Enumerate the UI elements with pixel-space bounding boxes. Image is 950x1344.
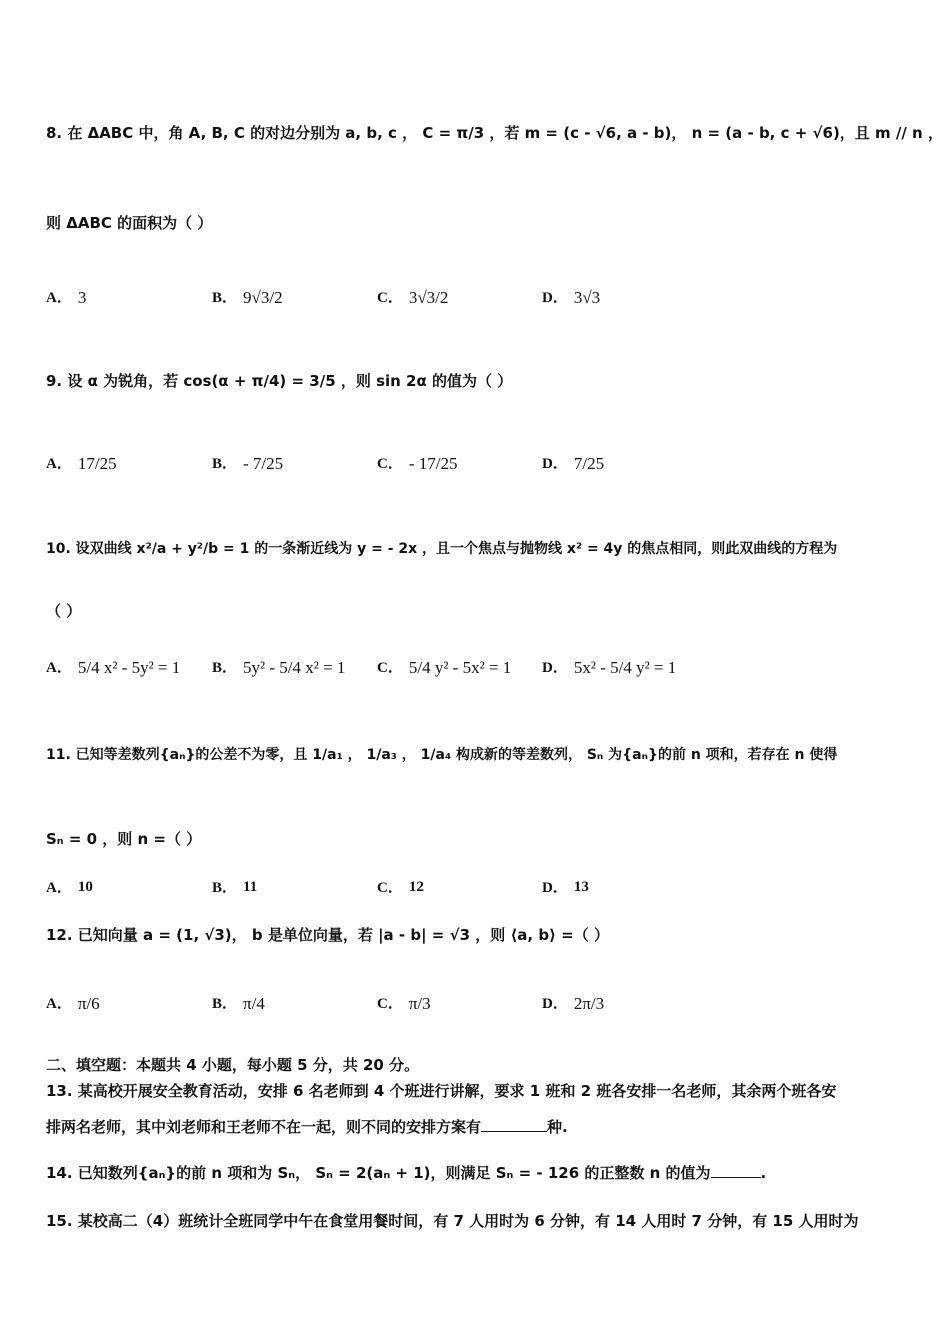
question-9-options [46,452,910,492]
option-a: A． 3 [46,287,87,307]
option-a: A． π/6 [46,993,100,1013]
option-b: B． - 7/25 [212,453,284,473]
option-c: C． 3√3/2 [377,287,449,307]
question-10-options [46,656,910,696]
option-b: B． 11 [212,879,258,896]
answer-blank[interactable] [711,1163,761,1178]
question-12-stem: 12. 已知向量 a = (1, √3)， b 是单位向量，若 |a - b| = √3 ，则 ⟨a, b⟩ =（ ） [46,926,609,944]
option-d: D． 2π/3 [542,993,605,1013]
option-c: C． 12 [377,879,424,896]
question-12-options [46,992,910,1032]
question-10-stem: 10. 设双曲线 x²/a + y²/b = 1 的一条渐近线为 y = - 2x ，且一个焦点与抛物线 x² = 4y 的焦点相同，则此双曲线的方程为 [46,541,838,557]
question-13-stem-cont [46,1116,910,1137]
question-15-stem: 15. 某校高二（4）班统计全班同学中午在食堂用餐时间，有 7 人用时为 6 分钟，有 14 人用时 7 分钟，有 15 人用时为 [46,1212,859,1230]
option-b: B． 9√3/2 [212,287,283,307]
question-11-prompt: Sₙ = 0 ，则 n =（ ） [46,830,202,848]
option-a: A． 5/4 x² - 5y² = 1 [46,657,181,677]
option-d: D． 7/25 [542,453,605,473]
question-11-options [46,876,910,916]
question-13-stem: 13. 某高校开展安全教育活动，安排 6 名老师到 4 个班进行讲解，要求 1 班和 2 班各安排一名老师，其余两个班各安 [46,1082,837,1100]
option-d: D． 13 [542,879,589,896]
option-b: B． 5y² - 5/4 x² = 1 [212,657,346,677]
question-9-stem: 9. 设 α 为锐角，若 cos(α + π/4) = 3/5 ，则 sin 2α 的值为（ ） [46,372,513,390]
section-heading: 二、填空题：本题共 4 小题，每小题 5 分，共 20 分。 [46,1056,420,1074]
option-c: C． 5/4 y² - 5x² = 1 [377,657,512,677]
option-c: C． π/3 [377,993,431,1013]
option-b: B． π/4 [212,993,265,1013]
question-14-text: 14. 已知数列{aₙ}的前 n 项和为 Sₙ， Sₙ = 2(aₙ + 1)，则满足 Sₙ = - 126 的正整数 n 的值为 [46,1164,711,1182]
question-13-tail: 种. [547,1118,568,1136]
question-8-options [46,286,910,326]
question-10-prompt: （ ） [46,602,82,620]
option-a: A． 17/25 [46,453,117,473]
answer-blank[interactable] [481,1117,547,1132]
question-8-stem: 8. 在 ΔABC 中，角 A, B, C 的对边分别为 a, b, c ， C = π/3 ，若 m = (c - √6, a - b)， n = (a - b, c + √6)，且 m // n ， [46,124,943,142]
question-14-tail: . [760,1164,767,1182]
question-14-stem [46,1162,910,1183]
question-11-stem: 11. 已知等差数列{aₙ}的公差不为零，且 1/a₁ ， 1/a₃ ， 1/a₄ 构成新的等差数列， Sₙ 为{aₙ}的前 n 项和，若存在 n 使得 [46,747,838,763]
question-8-prompt: 则 ΔABC 的面积为（ ） [46,214,213,232]
option-d: D． 5x² - 5/4 y² = 1 [542,657,677,677]
option-a: A． 10 [46,879,93,896]
option-d: D． 3√3 [542,287,601,307]
question-13-text: 排两名老师，其中刘老师和王老师不在一起，则不同的安排方案有 [46,1118,482,1136]
option-c: C． - 17/25 [377,453,458,473]
